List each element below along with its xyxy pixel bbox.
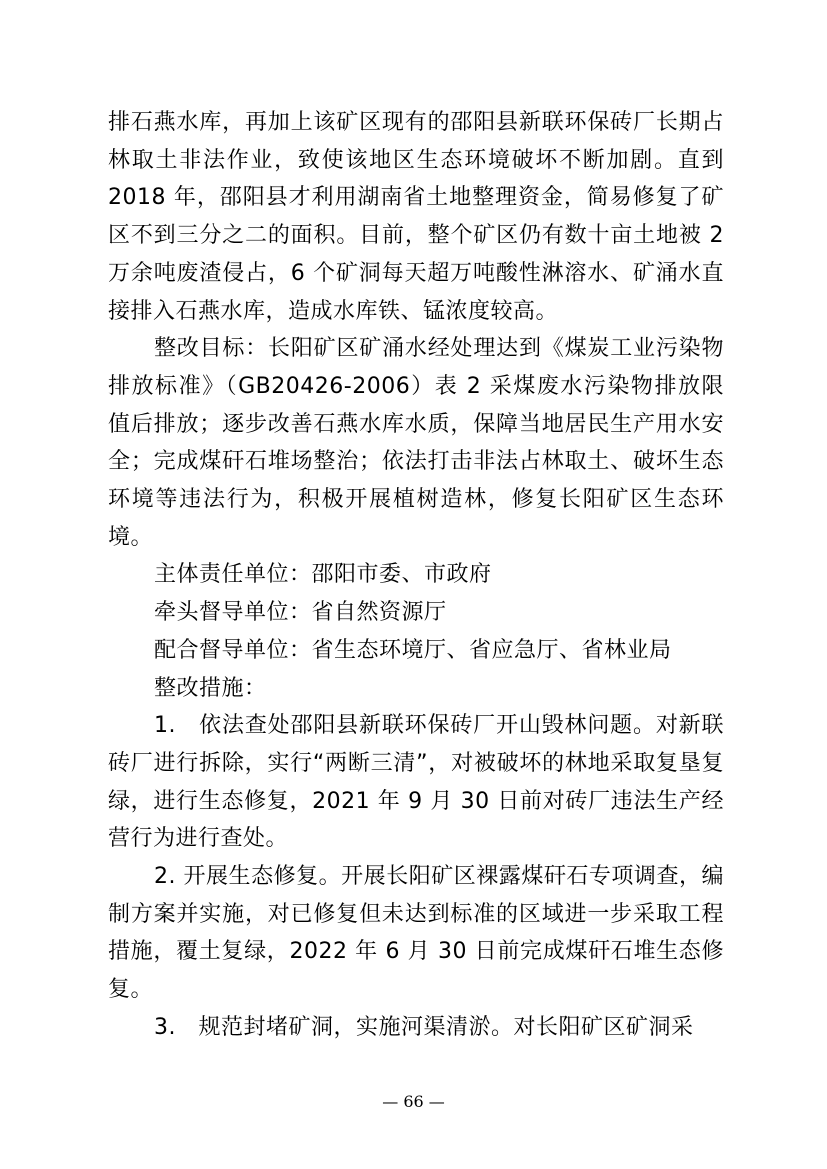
paragraph-background: 排石燕水库，再加上该矿区现有的邵阳县新联环保砖厂长期占林取土非法作业，致使该地区生态环境破坏不断加剧。直到 2018 年，邵阳县才利用湖南省土地整理资金，简易修复了矿区不到三分之二的面积。目前，整个矿区仍有数十亩土地被 2 万余吨废渣侵占，6 个矿洞每天超万吨酸性淋溶水、矿涌水直接排入石燕水库，造成水库铁、锰浓度较高。 xyxy=(108,110,724,324)
page-number: — 66 — xyxy=(382,1092,445,1111)
paragraph-measure-3: 3. 规范封堵矿洞，实施河渠清淤。对长阳矿区矿洞采 xyxy=(154,1014,694,1040)
paragraph-measure-2: 2. 开展生态修复。开展长阳矿区裸露煤矸石专项调查，编制方案并实施，对已修复但未达到标准的区域进一步采取工程措施，覆土复绿，2022 年 6 月 30 日前完成煤矸石堆生态修复。 xyxy=(108,864,724,1003)
document-body xyxy=(108,104,724,1047)
paragraph-measure-1: 1. 依法查处邵阳县新联环保砖厂开山毁林问题。对新联砖厂进行拆除，实行“两断三清”，对被破坏的林地采取复垦复绿，进行生态修复，2021 年 9 月 30 日前对砖厂违法生产经营行为进行查处。 xyxy=(108,713,725,852)
paragraph-lead-supervisor: 牵头督导单位：省自然资源厅 xyxy=(154,600,447,626)
paragraph-responsible-unit: 主体责任单位：邵阳市委、市政府 xyxy=(154,562,492,588)
paragraph-cooperating-supervisors: 配合督导单位：省生态环境厅、省应急厅、省林业局 xyxy=(154,637,672,663)
paragraph-measures-heading: 整改措施： xyxy=(154,675,267,701)
paragraph-rectification-goal: 整改目标：长阳矿区矿涌水经处理达到《煤炭工业污染物排放标准》（GB20426-2006）表 2 采煤废水污染物排放限值后排放；逐步改善石燕水库水质，保障当地居民生产用水安全；完成煤矸石堆场整治；依法打击非法占林取土、破坏生态环境等违法行为，积极开展植树造林，修复长阳矿区生态环境。 xyxy=(108,336,724,550)
